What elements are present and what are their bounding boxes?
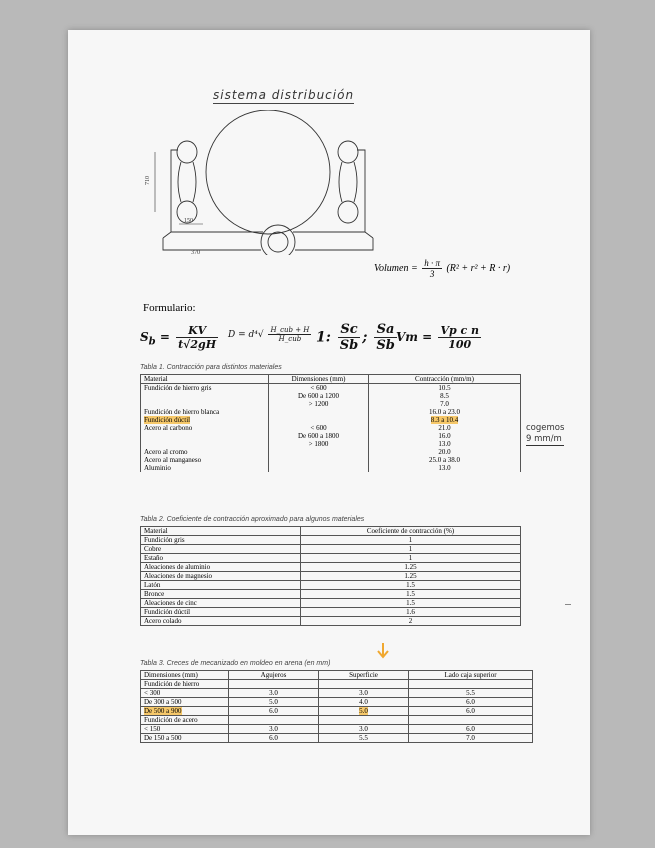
table-row <box>141 432 521 440</box>
formula-vm <box>396 324 483 351</box>
table-cell: 6.0 <box>409 725 533 734</box>
table-cell: 3.0 <box>229 689 319 698</box>
formula-sb-fraction <box>176 324 218 351</box>
table-row <box>141 608 521 617</box>
formula-ratio-frac2 <box>374 322 396 353</box>
formula-d-fraction <box>268 326 311 343</box>
table-row <box>141 448 521 456</box>
table-cell <box>319 716 409 725</box>
handwritten-note <box>526 423 564 446</box>
table-cell <box>229 716 319 725</box>
table-cell: > 1200 <box>269 400 369 408</box>
table-row <box>141 716 533 725</box>
table-cell: 6.0 <box>229 734 319 743</box>
table-cell: 13.0 <box>369 440 521 448</box>
formula-sb-lhs: S <box>140 330 149 344</box>
table-contraction <box>140 374 521 472</box>
table1-header-dimensions: Dimensiones (mm) <box>269 375 369 384</box>
formula-vm-lhs: Vm = <box>396 330 433 344</box>
table-cell <box>319 707 409 716</box>
distribution-system-diagram <box>143 110 383 255</box>
dim-height-label: 710 <box>145 176 151 185</box>
handwritten-title: sistema distribución <box>213 88 355 102</box>
table-cell: Aleaciones de magnesio <box>141 572 301 581</box>
table-cell: Fundición dúctil <box>141 608 301 617</box>
table-cell: 5.5 <box>319 734 409 743</box>
table-cell: Aluminio <box>141 464 269 472</box>
table-cell <box>141 707 229 716</box>
table2-header-coefficient: Coeficiente de contracción (%) <box>301 527 521 536</box>
volume-formula <box>374 258 510 279</box>
table-cell: De 600 a 1200 <box>269 392 369 400</box>
formula-ratio-den1: Sb <box>339 338 359 353</box>
table3-header-dimensions: Dimensiones (mm) <box>141 671 229 680</box>
table-cell: 6.0 <box>409 707 533 716</box>
table-cell: Fundición gris <box>141 536 301 545</box>
table-cell: < 600 <box>269 424 369 432</box>
table-cell: < 600 <box>269 384 369 393</box>
table-cell <box>269 456 369 464</box>
table-cell <box>319 680 409 689</box>
table2-caption: Tabla 2. Coeficiente de contracción aproximado para algunos materiales <box>140 516 365 523</box>
table-cell: 2 <box>301 617 521 626</box>
highlighted-text: Fundición dúctil <box>144 416 191 424</box>
table-cell <box>369 416 521 424</box>
table-cell <box>141 416 269 424</box>
table-cell: 1 <box>301 536 521 545</box>
table-cell: Acero al manganeso <box>141 456 269 464</box>
formula-vm-fraction <box>438 324 481 351</box>
table-cell: Estaño <box>141 554 301 563</box>
table-cell: 6.0 <box>229 707 319 716</box>
volume-denominator: 3 <box>429 269 435 279</box>
table-row <box>141 725 533 734</box>
table-cell: 6.0 <box>409 698 533 707</box>
table-row <box>141 689 533 698</box>
formula-d-root: ⁴√ <box>254 330 264 340</box>
table-cell: 5.5 <box>409 689 533 698</box>
table-cell <box>409 680 533 689</box>
table-cell <box>269 408 369 416</box>
table-cell <box>269 464 369 472</box>
formula-ratio-den2: Sb <box>376 338 395 353</box>
formula-ratio-sep: ; <box>362 329 368 346</box>
scanned-page <box>68 30 590 835</box>
table-cell <box>409 716 533 725</box>
table-cell: 10.5 <box>369 384 521 393</box>
formulario-label: Formulario: <box>143 302 196 314</box>
table-cell: 5.0 <box>229 698 319 707</box>
table-cell: < 300 <box>141 689 229 698</box>
table-cell: Cobre <box>141 545 301 554</box>
formula-ratio-frac1 <box>338 322 360 353</box>
table-cell: 8.5 <box>369 392 521 400</box>
table-cell <box>269 416 369 424</box>
table-cell: 25.0 a 38.0 <box>369 456 521 464</box>
table-cell: 13.0 <box>369 464 521 472</box>
formula-ratio <box>316 322 399 353</box>
table-cell: Acero al carbono <box>141 424 269 432</box>
formula-d-num: H_cub + H <box>270 326 310 334</box>
dim-arm-label: 150 <box>184 218 193 224</box>
table2-header-material: Material <box>141 527 301 536</box>
table-row <box>141 384 521 393</box>
stray-mark <box>565 604 571 605</box>
table-cell: Acero colado <box>141 617 301 626</box>
formula-ratio-prefix: 1: <box>316 329 331 346</box>
table-cell: Fundición de hierro blanca <box>141 408 269 416</box>
table-row <box>141 424 521 432</box>
table1-header-material: Material <box>141 375 269 384</box>
table-row <box>141 572 521 581</box>
table-cell: Aleaciones de cinc <box>141 599 301 608</box>
table-cell: 7.0 <box>369 400 521 408</box>
table-cell: 1.5 <box>301 590 521 599</box>
formula-diameter <box>228 326 313 343</box>
formula-sb-sub: b <box>148 336 156 348</box>
table-row <box>141 554 521 563</box>
table-cell: > 1800 <box>269 440 369 448</box>
table-cell: De 600 a 1800 <box>269 432 369 440</box>
table-row <box>141 440 521 448</box>
table1-caption: Tabla 1. Contracción para distintos materiales <box>140 364 282 371</box>
table-cell <box>229 680 319 689</box>
table-row <box>141 400 521 408</box>
table-cell: 7.0 <box>409 734 533 743</box>
table-row <box>141 707 533 716</box>
volume-fraction <box>422 258 442 279</box>
table-cell: < 150 <box>141 725 229 734</box>
table-cell <box>141 400 269 408</box>
formula-vm-num: Vp c n <box>440 324 480 337</box>
note-line2: 9 mm/m <box>526 434 564 446</box>
table3-caption: Tabla 3. Creces de mecanizado en moldeo en arena (en mm) <box>140 660 331 667</box>
table-cell: 1.6 <box>301 608 521 617</box>
table-cell: Aleaciones de aluminio <box>141 563 301 572</box>
table-cell: 1.25 <box>301 572 521 581</box>
table-row <box>141 563 521 572</box>
arrow-down-icon <box>376 642 390 664</box>
volume-rhs: (R² + r² + R · r) <box>446 262 511 274</box>
highlighted-text: 5.0 <box>359 707 368 715</box>
table-cell: 1.5 <box>301 581 521 590</box>
table-cell: 4.0 <box>319 698 409 707</box>
table-row <box>141 734 533 743</box>
highlighted-text: De 500 a 900 <box>144 707 182 715</box>
formula-d-lhs: D = d <box>228 330 255 340</box>
table3-header-upper: Lado caja superior <box>409 671 533 680</box>
table-cell: Fundición de hierro gris <box>141 384 269 393</box>
table-machining <box>140 670 533 743</box>
table-row <box>141 698 533 707</box>
table-row <box>141 408 521 416</box>
table-cell <box>141 440 269 448</box>
highlighted-text: 8.3 a 10.4 <box>430 416 459 424</box>
table-cell: Latón <box>141 581 301 590</box>
table-cell: 3.0 <box>319 689 409 698</box>
note-line1: cogemos <box>526 423 565 433</box>
dim-base-label: 370 <box>191 250 200 255</box>
formula-vm-den: 100 <box>448 338 472 351</box>
table-coefficient <box>140 526 521 626</box>
table-row <box>141 456 521 464</box>
table-row <box>141 617 521 626</box>
table-cell: 1.25 <box>301 563 521 572</box>
formula-d-den: H_cub <box>278 335 302 343</box>
table-cell: Fundición de acero <box>141 716 229 725</box>
table-cell: 1 <box>301 545 521 554</box>
table-row <box>141 590 521 599</box>
volume-lhs: Volumen = <box>374 262 418 274</box>
formula-ratio-num2: Sa <box>374 322 396 338</box>
table-cell: Fundición de hierro <box>141 680 229 689</box>
formula-sb-den: t√2gH <box>178 338 217 351</box>
table-cell: 3.0 <box>319 725 409 734</box>
table-cell: 16.0 a 23.0 <box>369 408 521 416</box>
table-row <box>141 581 521 590</box>
formula-ratio-num1: Sc <box>338 322 360 338</box>
table-row <box>141 416 521 424</box>
table-cell: Acero al cromo <box>141 448 269 456</box>
table-cell: 21.0 <box>369 424 521 432</box>
table-cell <box>269 448 369 456</box>
table-cell <box>141 392 269 400</box>
table-cell: Bronce <box>141 590 301 599</box>
table-row <box>141 680 533 689</box>
table-row <box>141 536 521 545</box>
formula-sb <box>140 324 220 351</box>
formula-sb-eq: = <box>155 330 170 344</box>
table3-header-surface: Superficie <box>319 671 409 680</box>
table-cell: De 300 a 500 <box>141 698 229 707</box>
formula-sb-num: KV <box>176 324 218 338</box>
table-row <box>141 464 521 472</box>
table-cell: 3.0 <box>229 725 319 734</box>
table-cell: 1.5 <box>301 599 521 608</box>
table-cell <box>141 432 269 440</box>
table-row <box>141 392 521 400</box>
table-row <box>141 545 521 554</box>
table1-header-contraction: Contracción (mm/m) <box>369 375 521 384</box>
table-cell: 20.0 <box>369 448 521 456</box>
table-cell: De 150 a 500 <box>141 734 229 743</box>
table-cell: 16.0 <box>369 432 521 440</box>
table-cell: 1 <box>301 554 521 563</box>
volume-numerator: h · π <box>424 258 440 268</box>
table3-header-holes: Agujeros <box>229 671 319 680</box>
table-row <box>141 599 521 608</box>
